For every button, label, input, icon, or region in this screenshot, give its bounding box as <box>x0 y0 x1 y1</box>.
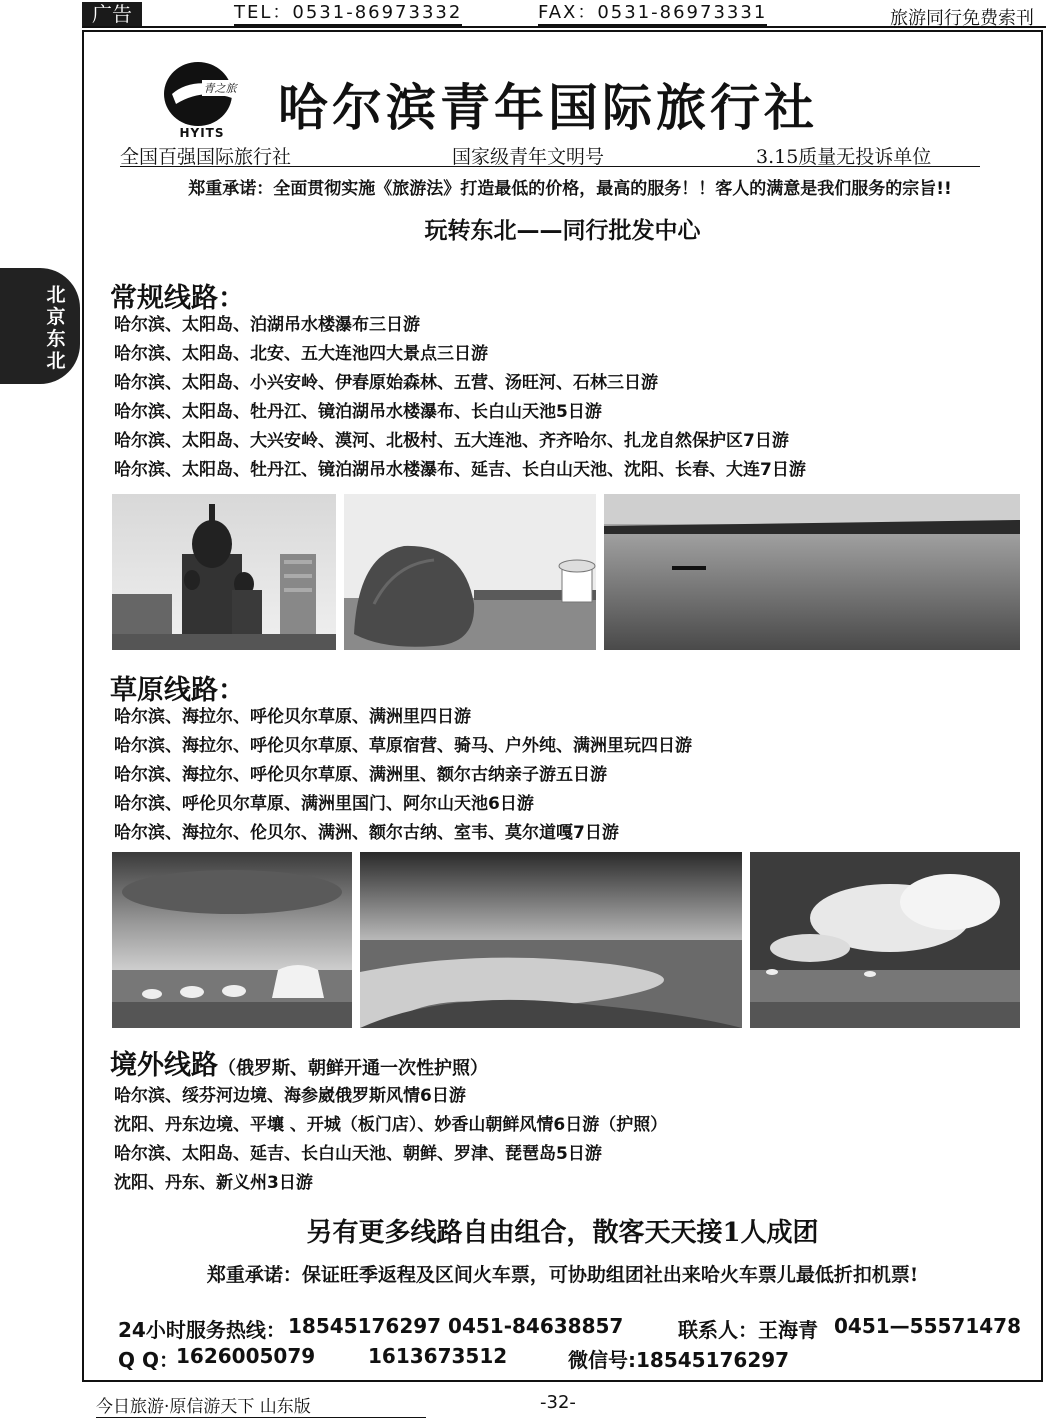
route-item: 哈尔滨、海拉尔、伦贝尔、满洲、额尔古纳、室韦、莫尔道嘎7日游 <box>114 823 619 843</box>
hyits-logo-icon <box>162 58 240 130</box>
route-item: 哈尔滨、太阳岛、大兴安岭、漠河、北极村、五大连池、齐齐哈尔、扎龙自然保护区7日游 <box>114 431 789 451</box>
qq-number: 1626005079 <box>176 1344 316 1368</box>
route-item: 哈尔滨、太阳岛、牡丹江、镜泊湖吊水楼瀑布、延吉、长白山天池、沈阳、长春、大连7日游 <box>114 460 806 480</box>
route-list-overseas <box>114 1082 1014 1198</box>
photo-cathedral <box>112 494 336 650</box>
route-item: 沈阳、丹东边境、平壤 、开城（板门店）、妙香山朝鲜风情6日游（护照） <box>114 1115 668 1135</box>
side-tab-beijing-dongbei <box>0 268 80 384</box>
logo-script-text: 青之旅 <box>203 82 237 95</box>
side-tab-char: 北 <box>46 350 66 372</box>
section-title-regular: 常规线路： <box>110 283 245 314</box>
route-item: 沈阳、丹东、新义州3日游 <box>114 1173 313 1193</box>
contact-row-qq <box>118 1344 1028 1370</box>
hotline-number: 18545176297 0451-84638857 <box>288 1314 624 1338</box>
route-item: 哈尔滨、海拉尔、呼伦贝尔草原、满洲里四日游 <box>114 707 471 727</box>
photo-stone-park <box>344 494 596 650</box>
hotline-label: 24小时服务热线： <box>118 1318 286 1342</box>
contact-row-hotline <box>118 1314 1028 1340</box>
section-title-overseas-text: 境外线路 <box>110 1050 218 1081</box>
photo-yurts <box>112 852 352 1028</box>
route-item: 哈尔滨、太阳岛、泊湖吊水楼瀑布三日游 <box>114 315 420 335</box>
tagline-item: 国家级青年文明号 <box>452 146 605 168</box>
promise-bottom: 郑重承诺：保证旺季返程及区间火车票，可协助组团社出来哈火车票儿最低折扣机票! <box>206 1264 919 1286</box>
route-item: 哈尔滨、海拉尔、呼伦贝尔草原、草原宿营、骑马、户外纯、满洲里玩四日游 <box>114 736 692 756</box>
more-routes-banner: 另有更多线路自由组合，散客天天接1人成团 <box>306 1218 819 1248</box>
page-number: -32- <box>540 1392 576 1413</box>
route-list-regular <box>114 311 1014 485</box>
logo-abbr: HYITS <box>179 126 225 140</box>
tagline-item: 3.15质量无投诉单位 <box>756 146 932 168</box>
company-name: 哈尔滨青年国际旅行社 <box>278 78 818 137</box>
route-item: 哈尔滨、绥芬河边境、海参崴俄罗斯风情6日游 <box>114 1086 466 1106</box>
route-item: 哈尔滨、太阳岛、牡丹江、镜泊湖吊水楼瀑布、长白山天池5日游 <box>114 402 602 422</box>
side-tab-char: 京 <box>46 306 66 328</box>
side-tab-char: 北 <box>46 284 66 306</box>
route-item: 哈尔滨、太阳岛、小兴安岭、伊春原始森林、五营、汤旺河、石林三日游 <box>114 373 658 393</box>
route-item: 哈尔滨、呼伦贝尔草原、满洲里国门、阿尔山天池6日游 <box>114 794 534 814</box>
subtitle: 玩转东北——同行批发中心 <box>424 218 701 244</box>
contact-person: 联系人：王海青 <box>678 1318 818 1342</box>
route-item: 哈尔滨、太阳岛、北安、五大连池四大景点三日游 <box>114 344 488 364</box>
section-title-overseas <box>110 1043 488 1082</box>
promise-top: 郑重承诺：全面贯彻实施《旅游法》打造最低的价格，最高的服务！！客人的满意是我们服务的宗旨!! <box>188 179 952 199</box>
qq-number: 1613673512 <box>368 1344 508 1368</box>
route-item: 哈尔滨、太阳岛、延吉、长白山天池、朝鲜、罗津、琵琶岛5日游 <box>114 1144 602 1164</box>
qq-label: Q Q： <box>118 1348 179 1372</box>
photo-lake-boat <box>604 494 1020 650</box>
fax-number: FAX：0531-86973331 <box>538 2 767 26</box>
side-tab-char: 东 <box>46 328 66 350</box>
section-title-grassland: 草原线路： <box>110 675 245 706</box>
wechat-id: 微信号:18545176297 <box>568 1348 790 1372</box>
section-note-overseas: （俄罗斯、朝鲜开通一次性护照） <box>218 1058 488 1079</box>
tagline-row <box>120 140 980 167</box>
free-index-text: 旅游同行免费索刊 <box>890 8 1034 29</box>
tel-number: TEL：0531-86973332 <box>234 2 462 26</box>
contact-person-phone: 0451—55571478 <box>834 1314 1021 1338</box>
ad-label: 广告 <box>82 2 142 26</box>
tagline-item: 全国百强国际旅行社 <box>120 146 292 168</box>
route-item: 哈尔滨、海拉尔、呼伦贝尔草原、满洲里、额尔古纳亲子游五日游 <box>114 765 607 785</box>
top-bar <box>0 0 1046 30</box>
photo-river-grassland <box>360 852 742 1028</box>
route-list-grassland <box>114 703 1014 848</box>
footer-publication: 今日旅游·原信游天下 山东版 <box>96 1392 426 1418</box>
photo-clouds-grassland <box>750 852 1020 1028</box>
